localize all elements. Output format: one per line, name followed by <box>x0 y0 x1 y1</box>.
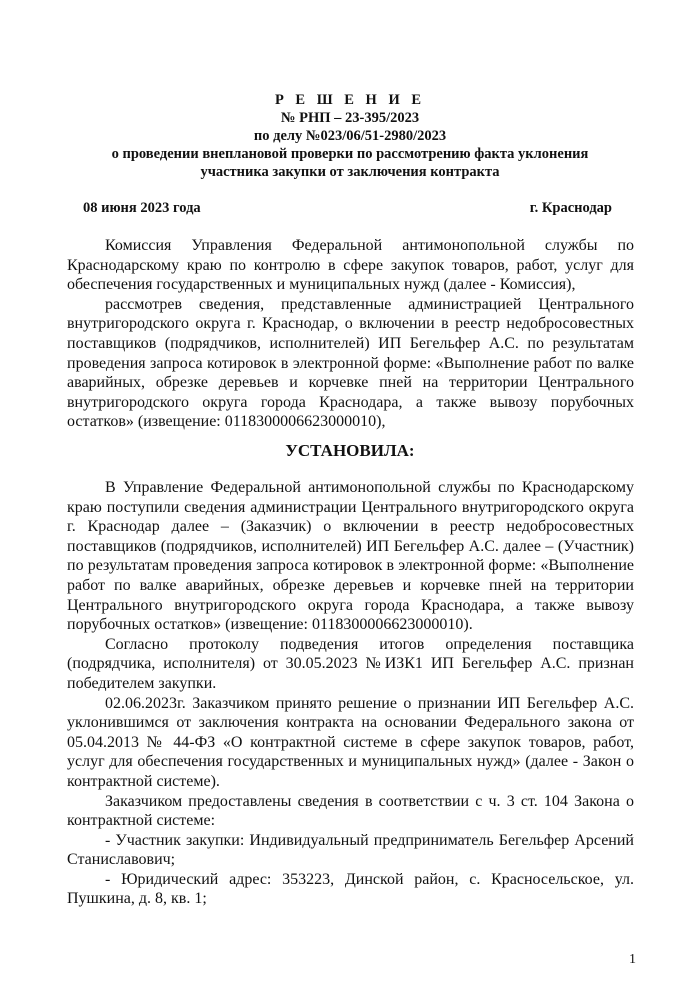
registry-number: № РНП – 23-395/2023 <box>280 110 420 126</box>
decision-title: Р Е Ш Е Н И Е <box>274 92 426 108</box>
subject-line-1: о проведении внеплановой проверки по рассмотрению факта уклонения <box>111 146 589 162</box>
case-number: по делу №023/06/51-2980/2023 <box>253 128 447 144</box>
intro-paragraph-commission: Комиссия Управления Федеральной антимонопольной службы по Краснодарскому краю по контролю в сфере закупок товаров, работ, услуг для обеспечения государственных и муниципальных нужд (далее - Комиссия), <box>67 237 634 294</box>
subject-line-2: участника закупки от заключения контракта <box>200 164 500 180</box>
findings-paragraph-6: - Юридический адрес: 353223, Динской район, с. Красносельское, ул. Пушкина, д. 8, кв. 1; <box>67 870 634 908</box>
section-title: УСТАНОВИЛА: <box>285 441 415 460</box>
findings-paragraph-3: 02.06.2023г. Заказчиком принято решение о признании ИП Бегельфер А.С. уклонившимся от заключения контракта на основании Федерального закона от 05.04.2013 № 44-ФЗ «О контрактной системе в сфере закупок товаров, работ, услуг для обеспечения государственных и муниципальных нужд» (далее - Закон о контрактной системе). <box>67 694 634 790</box>
page-number: 1 <box>629 952 636 967</box>
findings-paragraph-4: Заказчиком предоставлены сведения в соответствии с ч. 3 ст. 104 Закона о контрактной системе: <box>67 792 634 830</box>
decision-date: 08 июня 2023 года <box>83 200 201 216</box>
findings-paragraph-1: В Управление Федеральной антимонопольной службы по Краснодарскому краю поступили сведения администрации Центрального внутригородского округа г. Краснодар далее – (Заказчик) о включении в реестр недобросовестных поставщиков (подрядчиков, исполнителей) ИП Бегельфер А.С. далее – (Участник) по результатам проведения запроса котировок в электронной форме: «Выполнение работ по валке аварийных, обрезке деревьев и корчевке пней на территории Центрального внутригородского округа города Краснодара, а также вывозу порубочных остатков» (извещение: 0118300006623000010). <box>67 479 634 634</box>
document-header <box>60 91 640 181</box>
intro-block <box>67 236 634 432</box>
findings-paragraph-2: Согласно протоколу подведения итогов определения поставщика (подрядчика, исполнителя) от 30.05.2023 №ИЗК1 ИП Бегельфер А.С. признан победителем закупки. <box>67 635 634 692</box>
findings-paragraph-5: - Участник закупки: Индивидуальный предприниматель Бегельфер Арсений Станиславович; <box>67 831 634 869</box>
intro-paragraph-considered: рассмотрев сведения, представленные администрацией Центрального внутригородского округа г. Краснодар, о включении в реестр недобросовестных поставщиков (подрядчиков, исполнителей) ИП Бегельфер А.С. по результатам проведения запроса котировок в электронной форме: «Выполнение работ по валке аварийных, обрезке деревьев и корчевке пней на территории Центрального внутригородского округа города Краснодара, а также вывозу порубочных остатков» (извещение: 0118300006623000010), <box>67 295 634 431</box>
decision-city: г. Краснодар <box>529 200 612 216</box>
findings-block <box>67 478 634 909</box>
